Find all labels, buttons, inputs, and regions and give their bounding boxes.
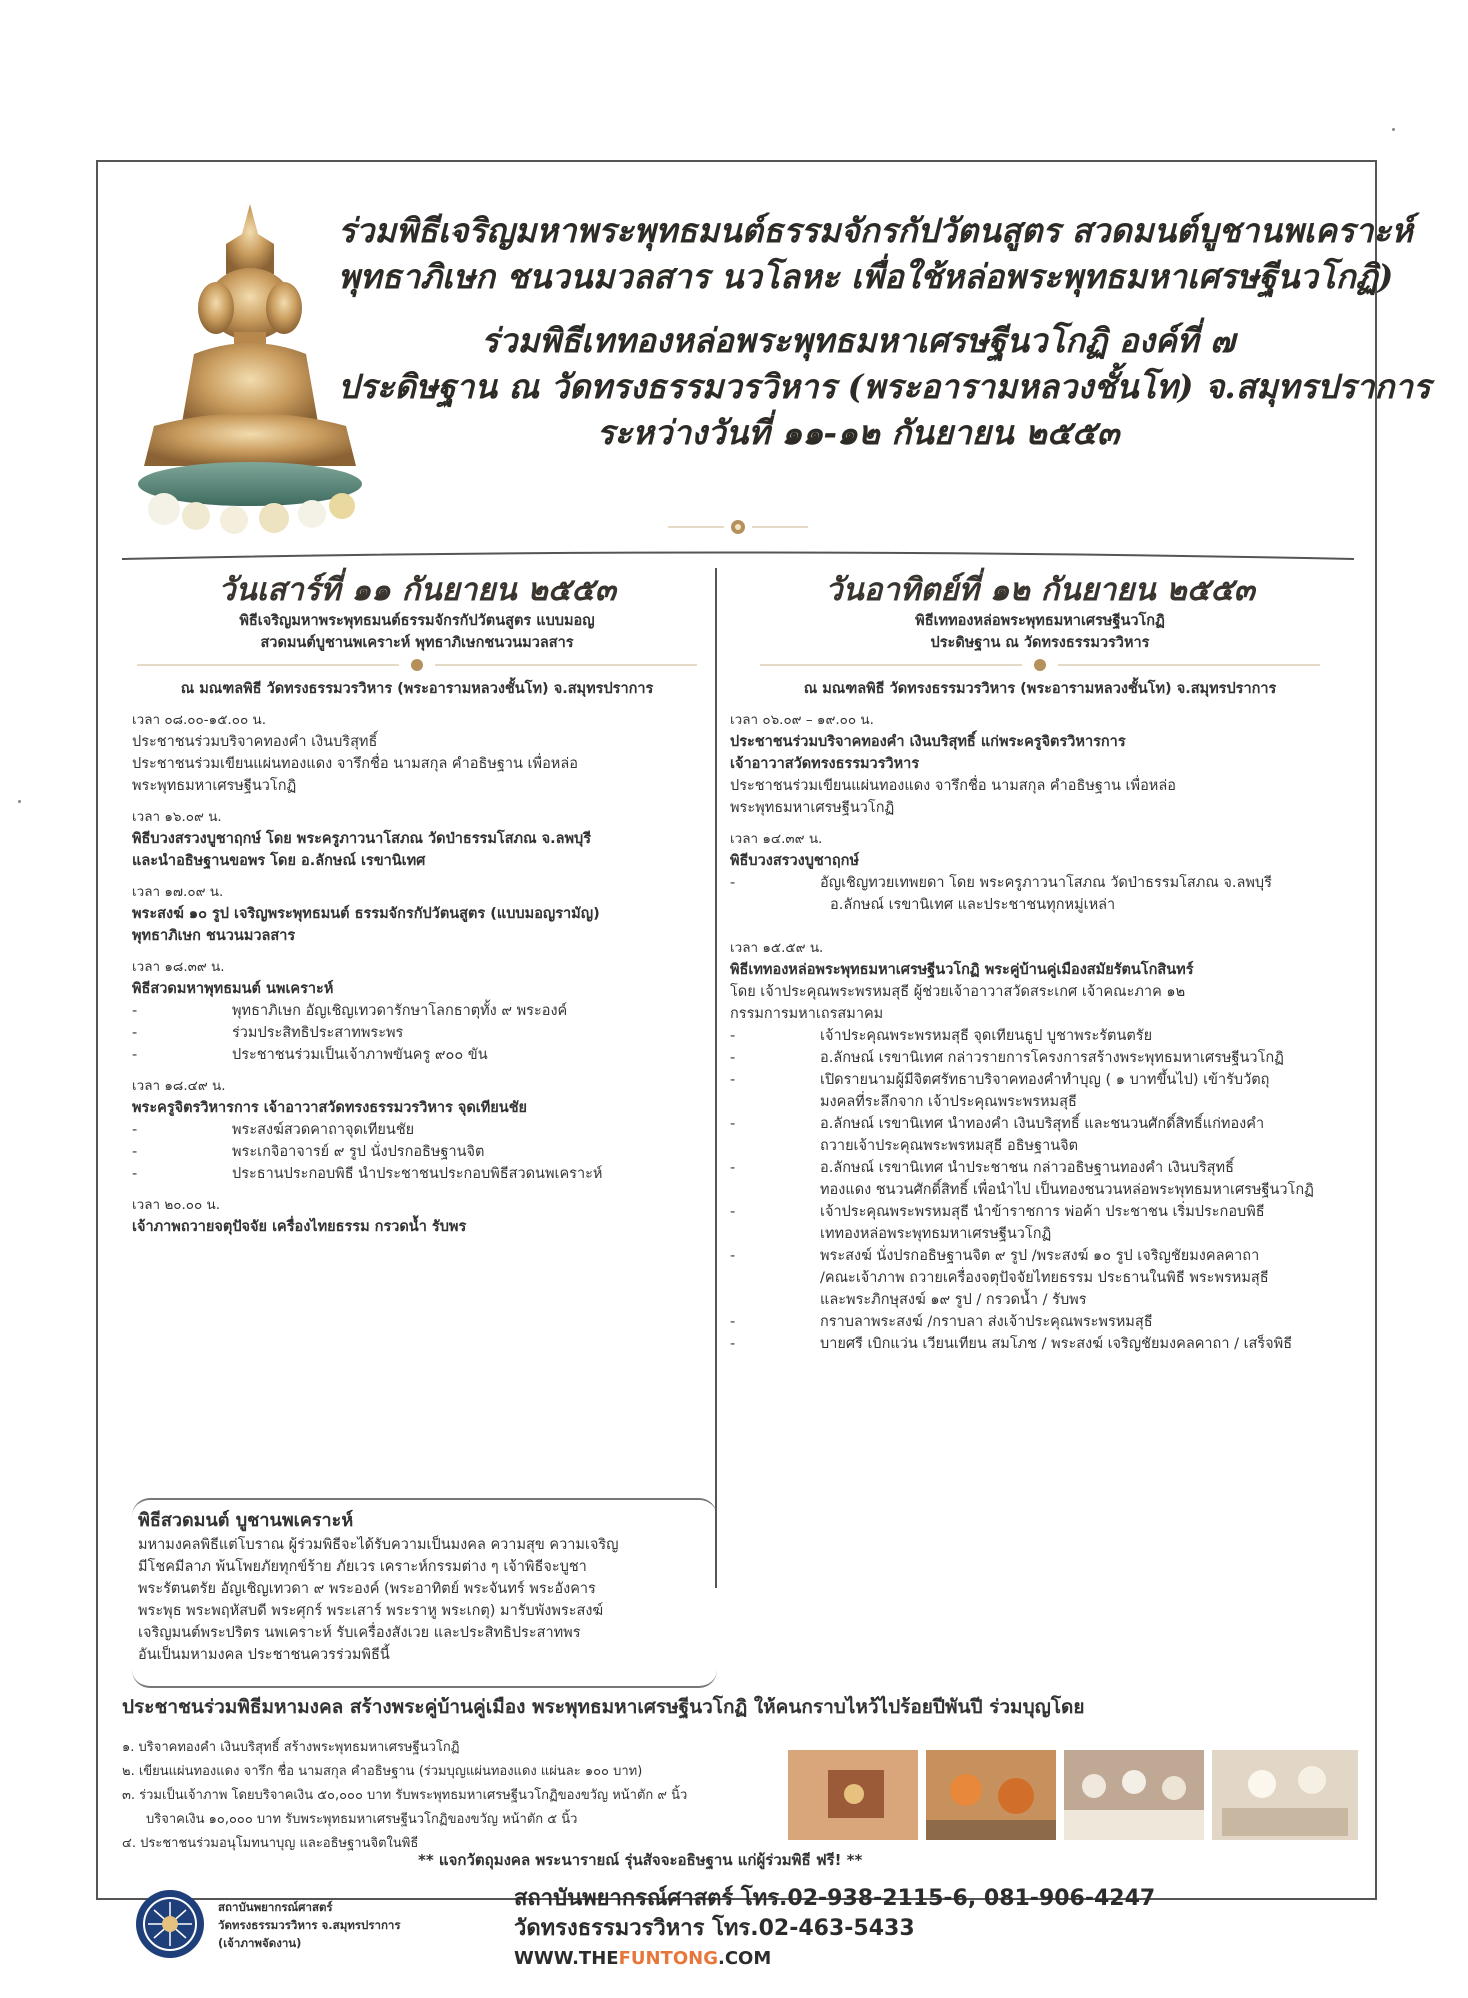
saturday-column [132,570,702,1238]
schedule-item: - อ.ลักษณ์ เรขานิเทศ กล่าวรายการโครงการสร้างพระพุทธมหาเศรษฐีนวโกฏิ [730,1047,1350,1069]
poster-frame [96,160,1431,1969]
time-label: เวลา ๐๘.๐๐-๑๕.๐๐ น. [132,712,267,728]
contact-line: วัดทรงธรรมวรวิหาร โทร.02-463-5433 [514,1916,915,1941]
schedule-text: พระพุทธมหาเศรษฐีนวโกฏิ [730,800,895,816]
list-item: ๔. ประชาชนร่วมอนุโมทนาบุญ และอธิษฐานจิตในพิธี [122,1836,419,1851]
institute-logo-icon [134,1888,206,1960]
schedule-text: พิธีบวงสรวงบูชาฤกษ์ [730,853,859,869]
photo-image [926,1750,1056,1840]
schedule-block [730,938,1350,1355]
website-part: FUNTONG [618,1948,718,1969]
schedule-item: - บายศรี เบิกแว่น เวียนเทียน สมโภช / พระสงฆ์ เจริญชัยมงคลคาถา / เสร็จพิธี [730,1333,1350,1355]
schedule-item: - กราบลาพระสงฆ์ /กราบลา ส่งเจ้าประคุณพระพรหมสุธี [730,1311,1350,1333]
time-label: เวลา ๑๘.๓๙ น. [132,959,225,975]
time-label: เวลา ๑๗.๐๙ น. [132,884,224,900]
schedule-item: - เจ้าประคุณพระพรหมสุธี นำข้าราชการ พ่อค้า ประชาชน เริ่มประกอบพิธี [730,1201,1350,1223]
website-part: WWW.THE [514,1948,619,1969]
day-subheading: สวดมนต์บูชานพเคราะห์ พุทธาภิเษกชนวนมวลสาร [260,635,574,651]
ornament-icon [760,658,1320,672]
schedule-item: - ร่วมประสิทธิประสาทพระพร [132,1022,702,1044]
photo-image [1212,1750,1358,1840]
schedule-item-cont: ถวายเจ้าประคุณพระพรหมสุธี อธิษฐานจิต [820,1138,1079,1154]
day-subheading: ประดิษฐาน ณ วัดทรงธรรมวรวิหาร [930,635,1150,651]
ornament-icon [137,658,697,672]
time-label: เวลา ๑๕.๕๙ น. [730,940,824,956]
sunday-column [730,570,1350,1355]
header [98,162,1431,542]
schedule-text: ประชาชนร่วมบริจาคทองคำ เงินบริสุทธิ์ [132,734,378,750]
list-item: ๓. ร่วมเป็นเจ้าภาพ โดยบริจาคเงิน ๕๐,๐๐๐ บาท รับพระพุทธมหาเศรษฐีนวโกฏิของขวัญ หน้าตัก ๙ นิ้ว [122,1788,688,1803]
time-label: เวลา ๑๖.๐๙ น. [132,809,222,825]
contact-line: สถาบันพยากรณ์ศาสตร์ โทร.02-938-2115-6, 081-906-4247 [514,1886,1156,1911]
schedule-columns [122,550,1354,1680]
schedule-item-cont: และพระภิกษุสงฆ์ ๑๙ รูป / กรวดน้ำ / รับพร [820,1292,1087,1308]
photo-image [1064,1750,1204,1840]
schedule-block [730,710,1350,819]
giveaway-note: ** แจกวัตถุมงคล พระนารายณ์ รุ่นสัจจะอธิษฐาน แก่ผู้ร่วมพิธี ฟรี! ** [418,1851,863,1869]
merit-list [122,1736,687,1856]
speck [1392,128,1395,131]
schedule-block [132,710,702,797]
subtitle-line: ร่วมพิธีเททองหล่อพระพุทธมหาเศรษฐีนวโกฏิ องค์ที่ ๗ [481,321,1235,360]
schedule-block [730,829,1350,916]
schedule-item: - พุทธาภิเษก อัญเชิญเทวดารักษาโลกธาตุทั้ง ๙ พระองค์ [132,1000,702,1022]
website-part: .COM [717,1948,772,1969]
organizer-name: (เจ้าภาพจัดงาน) [218,1936,302,1950]
schedule-text: พิธีบวงสรวงบูชาฤกษ์ โดย พระครูภาวนาโสภณ วัดป่าธรรมโสภณ จ.ลพบุรี [132,831,592,847]
schedule-text: ประชาชนร่วมบริจาคทองคำ เงินบริสุทธิ์ แก่พระครูจิตรวิหารการ [730,734,1126,750]
schedule-item: - พระสงฆ์สวดคาถาจุดเทียนชัย [132,1119,702,1141]
schedule-block [132,807,702,872]
ornament-icon [668,517,808,537]
time-label: เวลา ๒๐.๐๐ น. [132,1197,221,1213]
organizer-name: สถาบันพยากรณ์ศาสตร์ [218,1900,333,1914]
box-text: อันเป็นมหามงคล ประชาชนควรร่วมพิธีนี้ [138,1647,390,1663]
box-heading: พิธีสวดมนต์ บูชานพเคราะห์ [138,1510,354,1531]
list-item: บริจาคเงิน ๑๐,๐๐๐ บาท รับพระพุทธมหาเศรษฐีนวโกฏิของขวัญ หน้าตัก ๕ นิ้ว [146,1812,578,1827]
schedule-item: - อ.ลักษณ์ เรขานิเทศ นำประชาชน กล่าวอธิษฐานทองคำ เงินบริสุทธิ์ [730,1157,1350,1179]
time-label: เวลา ๑๘.๔๙ น. [132,1078,226,1094]
schedule-item: - อ.ลักษณ์ เรขานิเทศ นำทองคำ เงินบริสุทธิ์ และชนวนศักดิ์สิทธิ์แก่ทองคำ [730,1113,1350,1135]
schedule-block [132,1076,702,1185]
schedule-text: ประชาชนร่วมเขียนแผ่นทองแดง จารึกชื่อ นามสกุล คำอธิษฐาน เพื่อหล่อ [730,778,1176,794]
box-text: พระรัตนตรัย อัญเชิญเทวดา ๙ พระองค์ (พระอาทิตย์ พระจันทร์ พระอังคาร [138,1581,596,1597]
schedule-text: และนำอธิษฐานขอพร โดย อ.ลักษณ์ เรขานิเทศ [132,853,426,869]
subtitle-line: ประดิษฐาน ณ วัดทรงธรรมวรวิหาร (พระอารามหลวงชั้นโท) จ.สมุทรปราการ [338,367,1431,406]
time-label: เวลา ๑๔.๓๙ น. [730,831,823,847]
schedule-text: พุทธาภิเษก ชนวนมวลสาร [132,928,296,944]
schedule-item-cont: อ.ลักษณ์ เรขานิเทศ และประชาชนทุกหมู่เหล่า [830,897,1116,913]
schedule-text: ประชาชนร่วมเขียนแผ่นทองแดง จารึกชื่อ นามสกุล คำอธิษฐาน เพื่อหล่อ [132,756,578,772]
schedule-text: เจ้าภาพถวายจตุปัจจัย เครื่องไทยธรรม กรวดน้ำ รับพร [132,1219,467,1235]
organizer-name: วัดทรงธรรมวรวิหาร จ.สมุทรปราการ [218,1918,401,1932]
organizer-names [218,1898,401,1952]
day-subheading: ณ มณฑลพิธี วัดทรงธรรมวรวิหาร (พระอารามหลวงชั้นโท) จ.สมุทรปราการ [180,681,654,697]
title-line: ร่วมพิธีเจริญมหาพระพุทธมนต์ธรรมจักรกัปวัตนสูตร สวดมนต์บูชานพเคราะห์ [338,211,1413,250]
schedule-block [132,882,702,947]
schedule-item: - ประธานประกอบพิธี นำประชาชนประกอบพิธีสวดนพเคราะห์ [132,1163,702,1185]
header-titles [338,208,1431,456]
day-heading: วันเสาร์ที่ ๑๑ กันยายน ๒๕๕๓ [218,572,616,608]
schedule-text: พระสงฆ์ ๑๐ รูป เจริญพระพุทธมนต์ ธรรมจักรกัปวัตนสูตร (แบบมอญรามัญ) [132,906,600,922]
day-subheading: ณ มณฑลพิธี วัดทรงธรรมวรวิหาร (พระอารามหลวงชั้นโท) จ.สมุทรปราการ [803,681,1277,697]
photo-image [788,1750,918,1840]
box-text: เจริญมนต์พระปริตร นพเคราะห์ รับเครื่องสังเวย และประสิทธิประสาทพร [138,1625,581,1641]
buddha-statue-image [134,204,366,534]
schedule-item: - พระเกจิอาจารย์ ๙ รูป นั่งปรกอธิษฐานจิต [132,1141,702,1163]
list-item: ๒. เขียนแผ่นทองแดง จารึก ชื่อ นามสกุล คำอธิษฐาน (ร่วมบุญแผ่นทองแดง แผ่นละ ๑๐๐ บาท) [122,1764,643,1779]
schedule-item-cont: เททองหล่อพระพุทธมหาเศรษฐีนวโกฏิ [820,1226,1052,1242]
column-divider [715,568,717,1588]
schedule-block [132,957,702,1066]
box-text: พระพุธ พระพฤหัสบดี พระศุกร์ พระเสาร์ พระราหู พระเกตุ) มารับพังพระสงฆ์ [138,1603,604,1619]
day-subheading: พิธีเจริญมหาพระพุทธมนต์ธรรมจักรกัปวัตนสูตร แบบมอญ [239,613,595,629]
schedule-item: - อัญเชิญทวยเทพยดา โดย พระครูภาวนาโสภณ วัดป่าธรรมโสภณ จ.ลพบุรี [730,872,1350,894]
day-subheading: พิธีเททองหล่อพระพุทธมหาเศรษฐีนวโกฏิ [915,613,1165,629]
box-text: มหามงคลพิธีแต่โบราณ ผู้ร่วมพิธีจะได้รับความเป็นมงคล ความสุข ความเจริญ [138,1537,619,1553]
schedule-text: กรรมการมหาเถรสมาคม [730,1006,884,1022]
schedule-item: - เจ้าประคุณพระพรหมสุธี จุดเทียนธูป บูชาพระรัตนตรัย [730,1025,1350,1047]
schedule-text: เจ้าอาวาสวัดทรงธรรมวรวิหาร [730,756,920,772]
merit-headline: ประชาชนร่วมพิธีมหามงคล สร้างพระคู่บ้านคู่เมือง พระพุทธมหาเศรษฐีนวโกฏิ ให้คนกราบไหว้ไปร้อยปีพันปี ร่วมบุญโดย [122,1696,1085,1718]
subtitle-line: ระหว่างวันที่ ๑๑-๑๒ กันยายน ๒๕๕๓ [596,413,1120,452]
time-label: เวลา ๐๖.๐๙ – ๑๙.๐๐ น. [730,712,874,728]
list-item: ๑. บริจาคทองคำ เงินบริสุทธิ์ สร้างพระพุทธมหาเศรษฐีนวโกฏิ [122,1740,460,1755]
contact-info [514,1884,1155,1974]
schedule-text: พิธีเททองหล่อพระพุทธมหาเศรษฐีนวโกฏิ พระคู่บ้านคู่เมืองสมัยรัตนโกสินทร์ [730,962,1194,978]
website-link[interactable] [514,1944,1155,1974]
day-heading: วันอาทิตย์ที่ ๑๒ กันยายน ๒๕๕๓ [825,572,1255,608]
ritual-info-box [132,1498,717,1688]
box-text: มีโชคมีลาภ พ้นโพยภัยทุกข์ร้าย ภัยเวร เคราะห์กรรมต่าง ๆ เจ้าพิธีจะบูชา [138,1559,587,1575]
schedule-text: พระครูจิตรวิหารการ เจ้าอาวาสวัดทรงธรรมวรวิหาร จุดเทียนชัย [132,1100,528,1116]
schedule-item-cont: ทองแดง ชนวนศักดิ์สิทธิ์ เพื่อนำไป เป็นทองชนวนหล่อพระพุทธมหาเศรษฐีนวโกฏิ [820,1182,1314,1198]
schedule-item: - ประชาชนร่วมเป็นเจ้าภาพขันครู ๙๐๐ ขัน [132,1044,702,1066]
schedule-text: พิธีสวดมหาพุทธมนต์ นพเคราะห์ [132,981,334,997]
column-top-rule [122,550,1354,560]
schedule-text: โดย เจ้าประคุณพระพรหมสุธี ผู้ช่วยเจ้าอาวาสวัดสระเกศ เจ้าคณะภาค ๑๒ [730,984,1186,1000]
schedule-item: - เปิดรายนามผู้มีจิตศรัทธาบริจาคทองคำทำบุญ ( ๑ บาทขึ้นไป) เข้ารับวัตถุ [730,1069,1350,1091]
speck [18,800,21,803]
schedule-block [132,1195,702,1238]
title-line: พุทธาภิเษก ชนวนมวลสาร นวโลหะ เพื่อใช้หล่อพระพุทธมหาเศรษฐีนวโกฏิ) [338,257,1394,296]
event-photos [788,1750,1358,1840]
schedule-text: พระพุทธมหาเศรษฐีนวโกฏิ [132,778,297,794]
schedule-item-cont: /คณะเจ้าภาพ ถวายเครื่องจตุปัจจัยไทยธรรม ประธานในพิธี พระพรหมสุธี [820,1270,1269,1286]
schedule-item-cont: มงคลที่ระลึกจาก เจ้าประคุณพระพรหมสุธี [820,1094,1077,1110]
schedule-item: - พระสงฆ์ นั่งปรกอธิษฐานจิต ๙ รูป /พระสงฆ์ ๑๐ รูป เจริญชัยมงคลคาถา [730,1245,1350,1267]
